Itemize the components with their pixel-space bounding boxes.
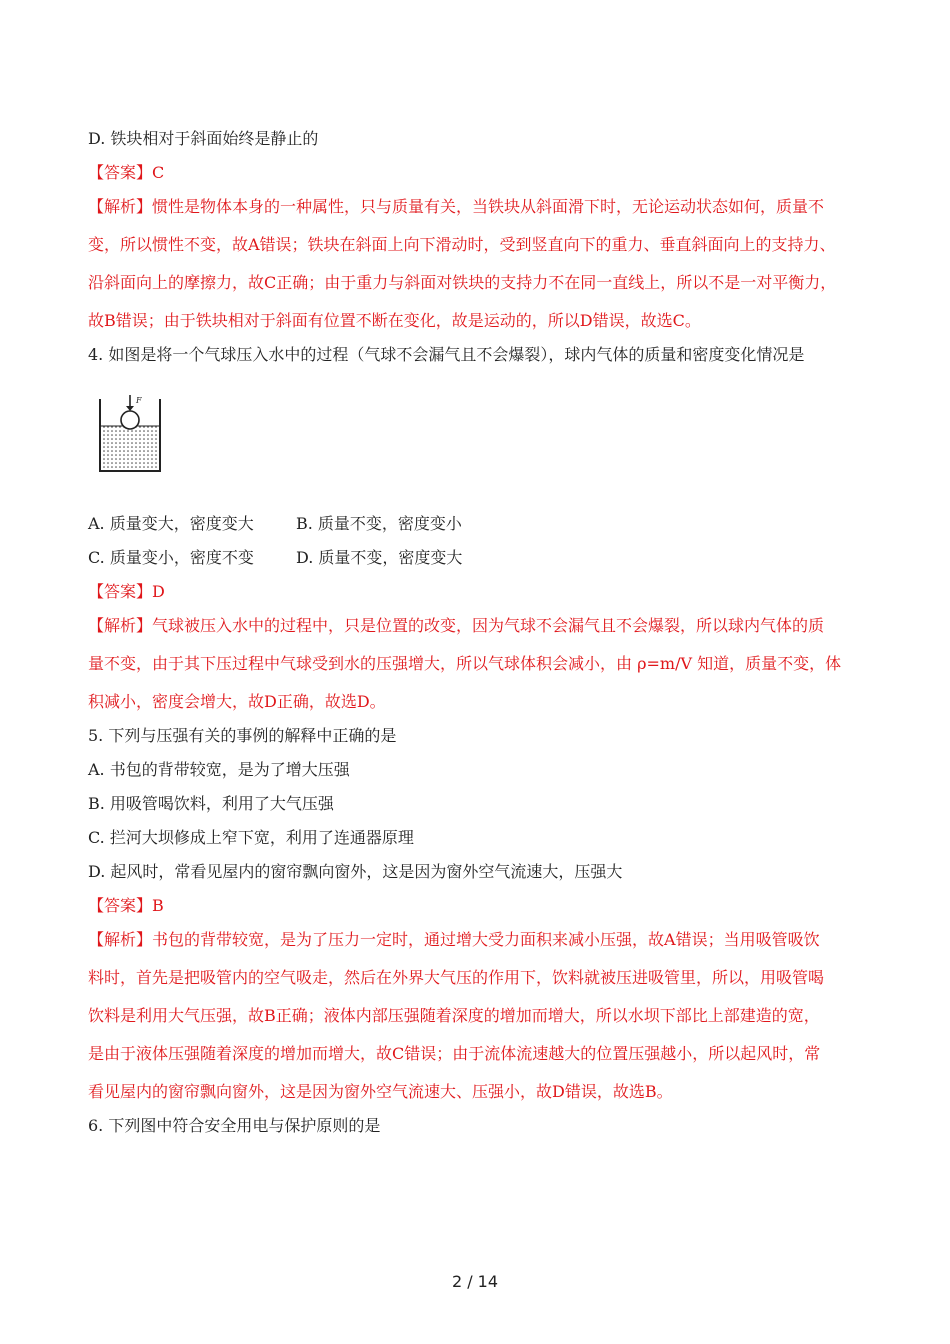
q5-analysis-line-5: 看见屋内的窗帘飘向窗外，这是因为窗外空气流速大、压强小，故D错误，故选B。: [88, 1082, 673, 1101]
q5-option-d: D. 起风时，常看见屋内的窗帘飘向窗外，这是因为窗外空气流速大，压强大: [88, 862, 623, 881]
answer-value: D: [152, 582, 165, 601]
force-label: F: [136, 396, 142, 405]
q3-option-d: D. 铁块相对于斜面始终是静止的: [88, 129, 319, 148]
q4-stem: 4. 如图是将一个气球压入水中的过程（气球不会漏气且不会爆裂），球内气体的质量和密度变化情况是: [88, 345, 805, 364]
q6-stem: 6. 下列图中符合安全用电与保护原则的是: [88, 1116, 381, 1135]
answer-tag: 【答案】: [88, 582, 153, 601]
q5-analysis-line-3: 饮料是利用大气压强，故B正确；液体内部压强随着深度的增加而增大，所以水坝下部比上部建造的宽，: [88, 1006, 820, 1025]
q4-answer: [88, 582, 878, 602]
page-number: 2 / 14: [451, 1272, 499, 1291]
q4-options-row-1: [88, 514, 878, 534]
q5-option-b: B. 用吸管喝饮料，利用了大气压强: [88, 794, 334, 813]
q4-option-c: C. 质量变小，密度不变: [88, 548, 254, 567]
q5-answer: [88, 896, 878, 916]
q4-option-b: B. 质量不变，密度变小: [296, 514, 462, 533]
q5-option-c: C. 拦河大坝修成上窄下宽，利用了连通器原理: [88, 828, 414, 847]
q3-analysis-line-2: 变，所以惯性不变，故A错误；铁块在斜面上向下滑动时，受到竖直向下的重力、垂直斜面向上的支持力、: [88, 235, 836, 254]
q4-analysis-line-3: 积减小，密度会增大，故D正确，故选D。: [88, 692, 386, 711]
q5-analysis-line-4: 是由于液体压强随着深度的增加而增大，故C错误；由于流体流速越大的位置压强越小，所以起风时，常: [88, 1044, 821, 1063]
q3-analysis-line-1: 【解析】惯性是物体本身的一种属性，只与质量有关，当铁块从斜面滑下时，无论运动状态如何，质量不: [88, 197, 825, 216]
q4-analysis-line-1: 【解析】气球被压入水中的过程中，只是位置的改变，因为气球不会漏气且不会爆裂，所以球内气体的质: [88, 616, 825, 635]
q4-option-d: D. 质量不变，密度变大: [296, 548, 463, 567]
answer-value: B: [152, 896, 164, 915]
q3-analysis-line-3: 沿斜面向上的摩擦力，故C正确；由于重力与斜面对铁块的支持力不在同一直线上，所以不是一对平衡力，: [88, 273, 837, 292]
q5-stem: 5. 下列与压强有关的事例的解释中正确的是: [88, 726, 397, 745]
q4-option-a: A. 质量变大，密度变大: [88, 514, 254, 533]
q5-analysis-line-1: 【解析】书包的背带较宽，是为了压力一定时，通过增大受力面积来减小压强，故A错误；当用吸管吸饮: [88, 930, 820, 949]
q4-analysis-line-2: 量不变，由于其下压过程中气球受到水的压强增大，所以气球体积会减小，由 ρ=m/V 知道，质量不变，体: [88, 654, 842, 673]
analysis-tag: 【解析】: [88, 197, 153, 216]
q5-analysis-line-2: 料时，首先是把吸管内的空气吸走，然后在外界大气压的作用下，饮料就被压进吸管里，所以，用吸管喝: [88, 968, 825, 987]
q4-options-row-2: [88, 548, 878, 568]
analysis-tag: 【解析】: [88, 930, 153, 949]
q3-answer: [88, 163, 878, 183]
balloon-in-water-figure: [98, 393, 162, 475]
analysis-tag: 【解析】: [88, 616, 153, 635]
answer-tag: 【答案】: [88, 896, 153, 915]
answer-tag: 【答案】: [88, 163, 153, 182]
answer-value: C: [152, 163, 165, 182]
q3-analysis-line-4: 故B错误；由于铁块相对于斜面有位置不断在变化，故是运动的，所以D错误，故选C。: [88, 311, 701, 330]
q5-option-a: A. 书包的背带较宽，是为了增大压强: [88, 760, 350, 779]
